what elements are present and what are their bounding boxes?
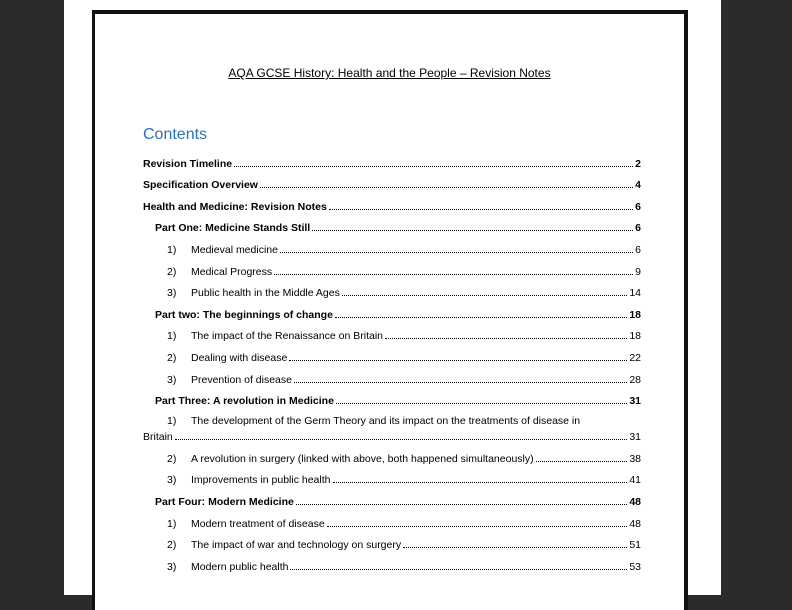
toc-entry-number: 1) [167,243,177,256]
toc-entry-germ-theory[interactable] [143,407,641,443]
toc-entry-text: A revolution in surgery (linked with above, both happened simultaneously) [191,452,534,465]
toc-page-number: 6 [635,243,641,256]
toc-entry-part-two[interactable] [143,299,641,321]
toc-entry-revolution-in-surgery[interactable] [143,443,641,465]
toc-entry-part-three[interactable] [143,386,641,408]
toc-entry-medieval-medicine[interactable] [143,234,641,256]
toc-page-number: 51 [629,539,641,552]
toc-entry-text: Medieval medicine [191,243,278,256]
toc-entry-modern-public-health[interactable] [143,551,641,573]
toc-entry-text: Modern treatment of disease [191,517,325,530]
toc-leader [333,482,628,483]
toc-page-number: 6 [635,200,641,213]
toc-entry-text: Specification Overview [143,179,258,192]
toc-entry-text: Revision Timeline [143,157,233,170]
toc-entry-text: Dealing with disease [191,351,288,364]
toc-entry-text: Health and Medicine: Revision Notes [143,200,327,213]
toc-leader [329,209,633,210]
document-viewer[interactable] [64,0,721,595]
toc-entry-text: Part Three: A revolution in Medicine [155,395,334,408]
toc-leader [342,295,627,296]
toc-entry-text: The impact of the Renaissance on Britain [191,330,384,343]
toc-entry-part-one[interactable] [143,213,641,235]
toc-page-number: 48 [629,517,641,530]
document-title: AQA GCSE History: Health and the People – Revision Notes [228,66,551,80]
toc-entry-revision-timeline[interactable] [143,148,641,170]
toc-page-number: 28 [629,373,641,386]
toc-entry-text: Public health in the Middle Ages [191,287,340,300]
toc-entry-number: 1) [167,330,177,343]
toc-leader [336,403,627,404]
toc-page-number: 38 [629,452,641,465]
toc-entry-number: 1) [167,517,177,530]
toc-entry-number: 1) [167,415,177,428]
toc-page-number: 4 [635,179,641,192]
toc-entry-number: 3) [167,474,177,487]
toc-page-number: 18 [629,330,641,343]
toc-entry-renaissance[interactable] [143,321,641,343]
toc-entry-health-and-medicine[interactable] [143,191,641,213]
toc-entry-text: Modern public health [191,560,289,573]
toc-entry-number: 2) [167,452,177,465]
toc-page-number: 31 [629,431,641,444]
toc-leader [290,569,627,570]
toc-entry-text: Part two: The beginnings of change [155,308,333,321]
toc-entry-dealing-with-disease[interactable] [143,342,641,364]
toc-leader [335,317,627,318]
toc-page-number: 22 [629,351,641,364]
toc-leader [536,461,628,462]
toc-entry-text: Improvements in public health [191,474,331,487]
toc-page-number: 2 [635,157,641,170]
toc-leader [385,338,627,339]
toc-leader [289,360,627,361]
toc-entry-number: 2) [167,351,177,364]
document-page [92,10,688,610]
toc-page-number: 41 [629,474,641,487]
toc-entry-text: The impact of war and technology on surgery [191,539,402,552]
toc-entry-war-and-technology[interactable] [143,530,641,552]
toc-entry-improvements-public-health[interactable] [143,465,641,487]
toc-entry-number: 3) [167,287,177,300]
toc-entry-text: Medical Progress [191,265,273,278]
toc-entry-number: 2) [167,265,177,278]
toc-leader [296,504,627,505]
toc-entry-number: 3) [167,560,177,573]
toc-page-number: 48 [629,495,641,508]
toc-entry-text: The development of the Germ Theory and its impact on the treatments of disease in [191,415,581,428]
toc-entry-text-continued: Britain [143,431,173,444]
contents-heading: Contents [143,126,208,143]
toc-leader [403,547,627,548]
toc-page-number: 14 [629,287,641,300]
toc-entry-text: Prevention of disease [191,373,292,386]
toc-entry-prevention-of-disease[interactable] [143,364,641,386]
toc-entry-part-four[interactable] [143,486,641,508]
toc-page-number: 31 [629,395,641,408]
toc-entry-specification-overview[interactable] [143,170,641,192]
toc-leader [175,439,628,440]
toc-page-number: 18 [629,308,641,321]
toc-leader [327,526,628,527]
toc-leader [280,252,633,253]
toc-entry-modern-treatment[interactable] [143,508,641,530]
toc-leader [260,187,633,188]
toc-entry-public-health-middle-ages[interactable] [143,278,641,300]
table-of-contents [143,148,641,573]
toc-entry-number: 3) [167,373,177,386]
toc-leader [234,166,633,167]
toc-page-number: 6 [635,222,641,235]
toc-page-number: 9 [635,265,641,278]
toc-entry-number: 2) [167,539,177,552]
toc-entry-medical-progress[interactable] [143,256,641,278]
toc-page-number: 53 [629,560,641,573]
toc-leader [312,230,633,231]
toc-leader [274,274,633,275]
toc-entry-text: Part Four: Modern Medicine [155,495,294,508]
toc-leader [294,382,627,383]
toc-entry-text: Part One: Medicine Stands Still [155,222,311,235]
